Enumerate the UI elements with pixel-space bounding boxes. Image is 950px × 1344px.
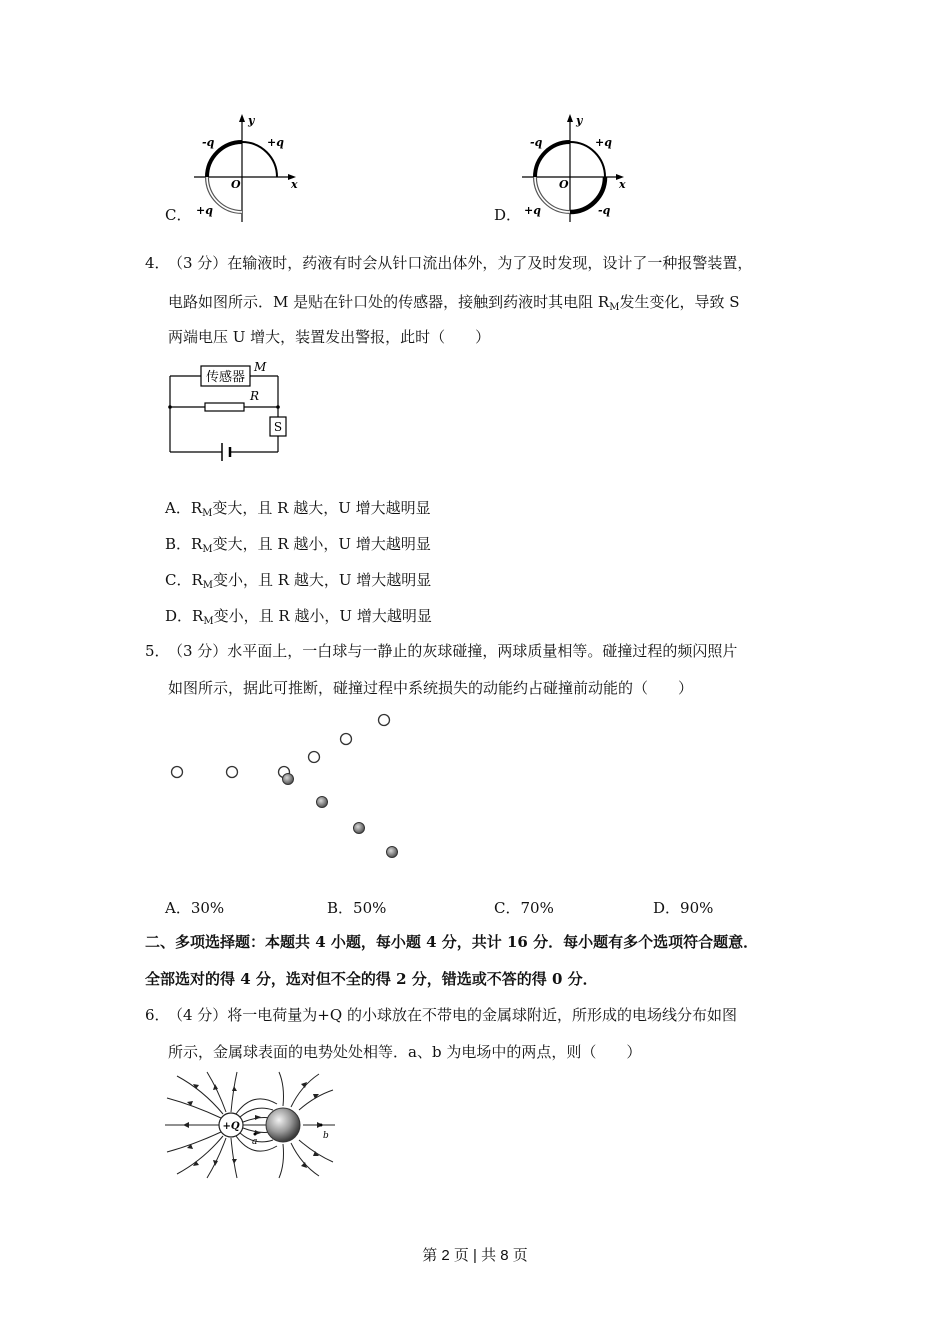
q3-option-d-label[interactable]: D． bbox=[494, 206, 522, 224]
c-origin-label: O bbox=[231, 178, 241, 191]
q4-line3: 两端电压 U 增大，装置发出警报，此时（ ） bbox=[168, 328, 491, 346]
q4-line2: 电路如图所示．M 是贴在针口处的传感器，接触到药液时其电阻 $R_M$发生变化，导致 S bbox=[168, 293, 740, 313]
c-x-label: x bbox=[291, 178, 298, 191]
white-ball-5 bbox=[341, 734, 352, 745]
q5-line2: 如图所示，据此可推断，碰撞过程中系统损失的动能约占碰撞前动能的（ ） bbox=[168, 679, 694, 697]
sensor-label: 传感器 bbox=[205, 370, 246, 385]
d-pos-q-top: +q bbox=[595, 136, 612, 149]
s-label: S bbox=[273, 420, 283, 434]
white-ball-6 bbox=[379, 715, 390, 726]
q4-line1: （3 分）在输液时，药液有时会从针口流出体外，为了及时发现，设计了一种报警装置， bbox=[168, 254, 753, 272]
c-pos-q-bottom: +q bbox=[196, 204, 213, 217]
q4-number: 4． bbox=[145, 254, 170, 272]
q6-number: 6． bbox=[145, 1006, 170, 1024]
q3-option-d-figure bbox=[520, 112, 632, 224]
q5-option-c[interactable]: C．70% bbox=[494, 899, 554, 917]
q4-option-a[interactable]: A．$R_M$变大，且 R 越大，U 增大越明显 bbox=[165, 499, 431, 519]
point-b-label: b bbox=[323, 1131, 329, 1141]
q5-option-a[interactable]: A．30% bbox=[165, 899, 225, 917]
q3-option-c-label[interactable]: C． bbox=[165, 206, 192, 224]
d-y-label: y bbox=[576, 114, 583, 127]
q6-line2: 所示，金属球表面的电势处处相等．a、b 为电场中的两点，则（ ） bbox=[168, 1043, 642, 1061]
q4-option-c[interactable]: C．$R_M$变小，且 R 越大，U 增大越明显 bbox=[165, 571, 432, 591]
charge-label: +Q bbox=[222, 1121, 240, 1132]
d-pos-q-bottom: +q bbox=[524, 204, 541, 217]
q3-option-c-figure bbox=[192, 112, 304, 224]
grey-ball-4 bbox=[387, 847, 398, 858]
metal-ball bbox=[266, 1108, 300, 1142]
white-ball-4 bbox=[309, 752, 320, 763]
q4-option-d[interactable]: D．$R_M$变小，且 R 越小，U 增大越明显 bbox=[165, 607, 432, 627]
page-footer: 第 2 页 | 共 8 页 bbox=[422, 1247, 528, 1264]
point-a-label: a bbox=[252, 1137, 258, 1147]
m-label: M bbox=[254, 360, 267, 374]
q5-option-b[interactable]: B．50% bbox=[327, 899, 387, 917]
section2-heading-line1: 二、多项选择题：本题共 4 小题，每小题 4 分，共计 16 分．每小题有多个选项符合题意． bbox=[145, 933, 759, 951]
q5-number: 5． bbox=[145, 642, 170, 660]
q5-line1: （3 分）水平面上，一白球与一静止的灰球碰撞，两球质量相等。碰撞过程的频闪照片 bbox=[168, 642, 738, 660]
grey-ball-3 bbox=[354, 823, 365, 834]
d-neg-q-top: -q bbox=[530, 136, 543, 149]
q5-collision-photo bbox=[160, 705, 420, 870]
d-x-label: x bbox=[619, 178, 626, 191]
q4-option-b[interactable]: B．$R_M$变大，且 R 越小，U 增大越明显 bbox=[165, 535, 431, 555]
c-y-label: y bbox=[248, 114, 255, 127]
r-label: R bbox=[250, 389, 260, 403]
q6-field-lines-figure bbox=[163, 1070, 339, 1180]
q6-line1: （4 分）将一电荷量为+Q 的小球放在不带电的金属球附近，所形成的电场线分布如图 bbox=[168, 1006, 737, 1024]
grey-ball-1 bbox=[283, 774, 294, 785]
q4-circuit-figure bbox=[160, 357, 295, 467]
c-neg-q: -q bbox=[202, 136, 215, 149]
white-ball-2 bbox=[227, 767, 238, 778]
section2-heading-line2: 全部选对的得 4 分，选对但不全的得 2 分，错选或不答的得 0 分． bbox=[145, 970, 598, 988]
white-ball-1 bbox=[172, 767, 183, 778]
c-pos-q-top: +q bbox=[267, 136, 284, 149]
q5-option-d[interactable]: D．90% bbox=[653, 899, 714, 917]
grey-ball-2 bbox=[317, 797, 328, 808]
d-origin-label: O bbox=[559, 178, 569, 191]
d-neg-q-bottom: -q bbox=[598, 204, 611, 217]
